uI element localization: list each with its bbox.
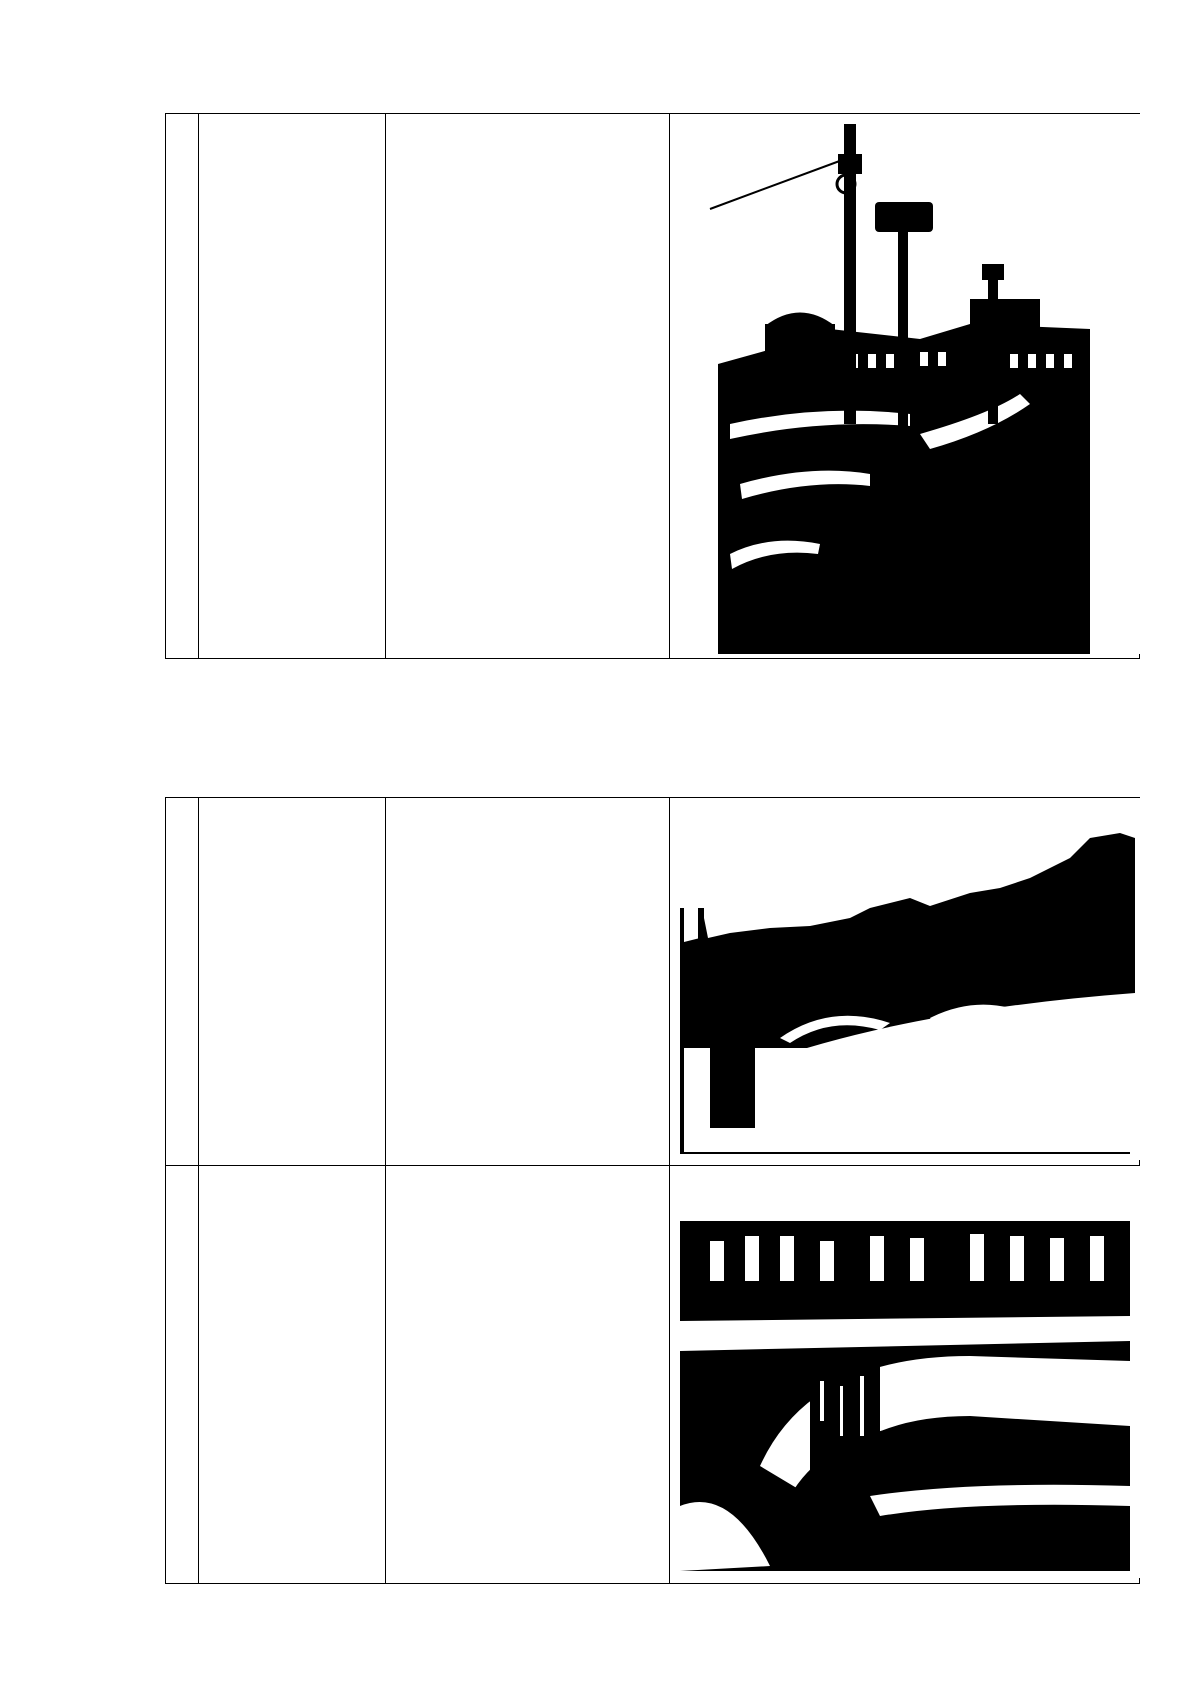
row-description	[386, 798, 670, 1166]
bridge-photo	[670, 798, 1140, 1160]
bridge-arch-photo	[670, 1166, 1140, 1578]
row-number	[166, 798, 199, 1166]
row-name	[199, 798, 386, 1166]
lamp-photo-cell	[670, 114, 1140, 659]
top-num-cell	[166, 114, 199, 659]
bridge-photo-cell	[670, 798, 1140, 1166]
table-row	[166, 798, 1140, 1166]
bridge-table	[165, 797, 1140, 1584]
row-name	[199, 1166, 386, 1584]
lamp-post-photo	[670, 114, 1140, 654]
table-row	[166, 1166, 1140, 1584]
arch-photo-cell	[670, 1166, 1140, 1584]
top-desc-cell	[386, 114, 670, 659]
top-table	[165, 113, 1140, 659]
row-description	[386, 1166, 670, 1584]
top-name-cell	[199, 114, 386, 659]
row-number	[166, 1166, 199, 1584]
